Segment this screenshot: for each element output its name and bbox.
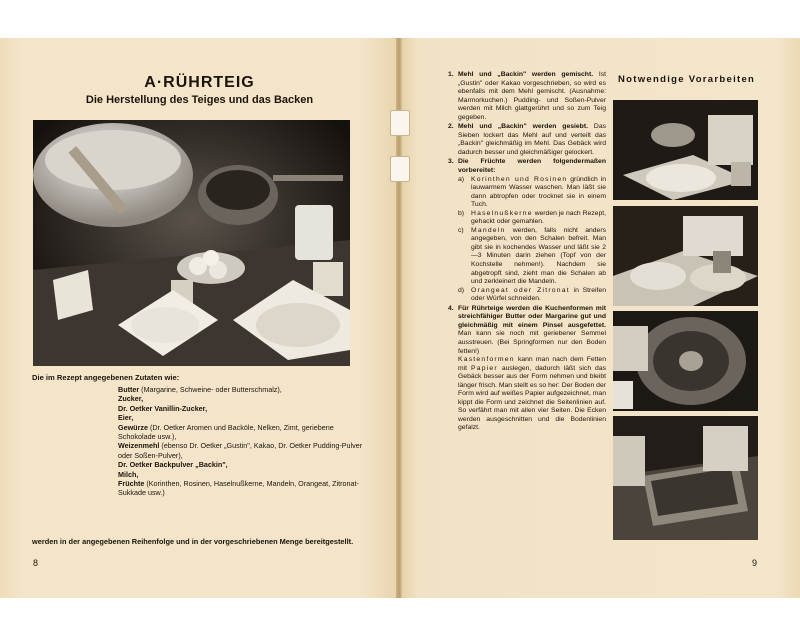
book-spread: [0, 38, 800, 598]
step-4: 4. Für Rührteige werden die Kuchenformen mit streichfähiger Butter oder Margarine gut und gleichmäßig mit einem Pinsel ausgefettet. Man kann sie noch mit geriebener Semmel ausstreuen. (Bei Springformen nur den Boden fetten!) Kastenformen kann man nach dem Fetten mit Papier auslegen, dadurch läßt sich das Gebäck besser aus der Form nehmen und bleibt länger frisch. Man stellt es so her: Der Boden der Form wird auf weißes Papier aufgezeichnet, man kippt die Form und zeichnet die Seitenlinien auf. So verfährt man mit allen vier Seiten. Die Ecken werden ausgeschnitten und die Bodenlinien gefalzt.: [448, 304, 607, 432]
list-item: Gewürze (Dr. Oetker Aromen und Backöle, Nelken, Zimt, geriebene Schokolade usw.),: [118, 422, 334, 442]
list-item: Milch,: [118, 469, 139, 479]
ingredients-intro: Die im Rezept angegebenen Zutaten wie:: [32, 373, 180, 382]
list-item: Butter (Margarine, Schweine- oder Butterschmalz),: [118, 385, 282, 394]
list-item: Weizenmehl (ebenso Dr. Oetker „Gustin", Kakao, Dr. Oetker Pudding-Pulver oder Soßen-Pulver),: [118, 441, 363, 460]
page-number-left: 8: [33, 558, 39, 568]
page-title: A·RÜHRTEIG: [144, 74, 255, 91]
binding-hole: [390, 156, 410, 182]
ingredients-list: [118, 385, 368, 498]
baking-ingredients-photo: [33, 120, 350, 366]
binding-hole: [390, 110, 410, 136]
list-item: Dr. Oetker Vanillin-Zucker,: [118, 403, 208, 413]
page-subtitle: Die Herstellung des Teiges und das Backen: [85, 94, 314, 106]
sub-step-d: d) Orangeat oder Zitronat in Streifen oder Würfel schneiden.: [458, 286, 606, 303]
ingredients-outro: werden in der angegebenen Reihenfolge und in der vorgeschriebenen Menge bereitgestellt.: [32, 537, 354, 546]
instruction-steps: [448, 71, 606, 434]
list-item: Eier,: [118, 413, 134, 423]
sifting-flour-photo: [613, 100, 758, 200]
sub-step-b: b) Haselnußkerne werden je nach Rezept, gehackt oder gemahlen.: [458, 209, 607, 226]
list-item: Zucker,: [118, 394, 144, 404]
lining-loaf-pan-photo: [613, 416, 758, 540]
page-number-right: 9: [752, 558, 758, 568]
kasten-paragraph: Kastenformen kann man nach dem Fetten mit Papier auslegen, dadurch läßt sich das Gebäck besser aus der Form nehmen und bleibt länger frisch. Man stellt es so her: Der Boden der Form wird auf weißes Papier aufgezeichnet, man kippt die Form und zeichnet die Seitenlinien auf. So verfährt man mit allen vier Seiten. Die Ecken werden ausgeschnitten und die Bodenlinien gefalzt.: [458, 356, 607, 432]
greasing-ring-mold-photo: [613, 311, 758, 411]
sub-step-a: a) Korinthen und Rosinen gründlich in lauwarmem Wasser waschen. Man läßt sie dann abtropfen oder trocknet sie in einem Tuch.: [458, 175, 606, 209]
list-item: Dr. Oetker Backpulver „Backin",: [118, 460, 228, 470]
sub-step-c: c) Mandeln werden, falls nicht anders angegeben, von den Schalen befreit. Man gibt sie in kochendes Wasser und läßt sie 2—3 Minuten darin ziehen (Topf von der Kochstelle nehmen!). Nachdem sie abgetropft sind, zieht man die Schalen ab und zerkleinert die Mandeln.: [458, 226, 606, 286]
list-item: Früchte (Korinthen, Rosinen, Haselnußkerne, Mandeln, Orangeat, Zitronat-Sukkade usw.): [118, 479, 359, 498]
step-3: 3. Die Früchte werden folgendermaßen vorbereitet: a) Korinthen und Rosinen gründlich in lauwarmem Wasser waschen. Man läßt sie dann abtropfen oder trocknet sie in einem Tuch. b) Haselnußkerne werden je nach Rezept, gehackt oder gemahlen. c) Mandeln werden, falls nicht anders angegeben, von den Schalen befreit. Man gibt sie in kochendes Wasser und läßt sie 2—3 Minuten darin ziehen (Topf von der Kochstelle nehmen!). Nachdem sie abgetropft sind, zieht man die Schalen ab und zerkleinert die Mandeln. d) Orangeat oder Zitronat in Streifen oder Würfel schneiden.: [448, 158, 607, 303]
step-1: 1. Mehl und „Backin" werden gemischt. Ist „Gustin" oder Kakao vorgeschrieben, so wird es ebenfalls mit dem Mehl gemischt. (Ausnahme: Marmorkuchen.) Pudding- und Soßen-Pulver werden mit Milch glattgerührt und so zum Teig gegeben.: [448, 71, 606, 121]
step-2: 2. Mehl und „Backin" werden gesiebt. Das Sieben lockert das Mehl auf und verteilt das „Backin" gleichmäßig im Mehl. Das Gebäck wird dadurch besser und gleichmäßiger gelockert.: [448, 123, 606, 156]
washing-fruit-photo: [613, 206, 758, 306]
section-heading: Notwendige Vorarbeiten: [618, 74, 756, 85]
